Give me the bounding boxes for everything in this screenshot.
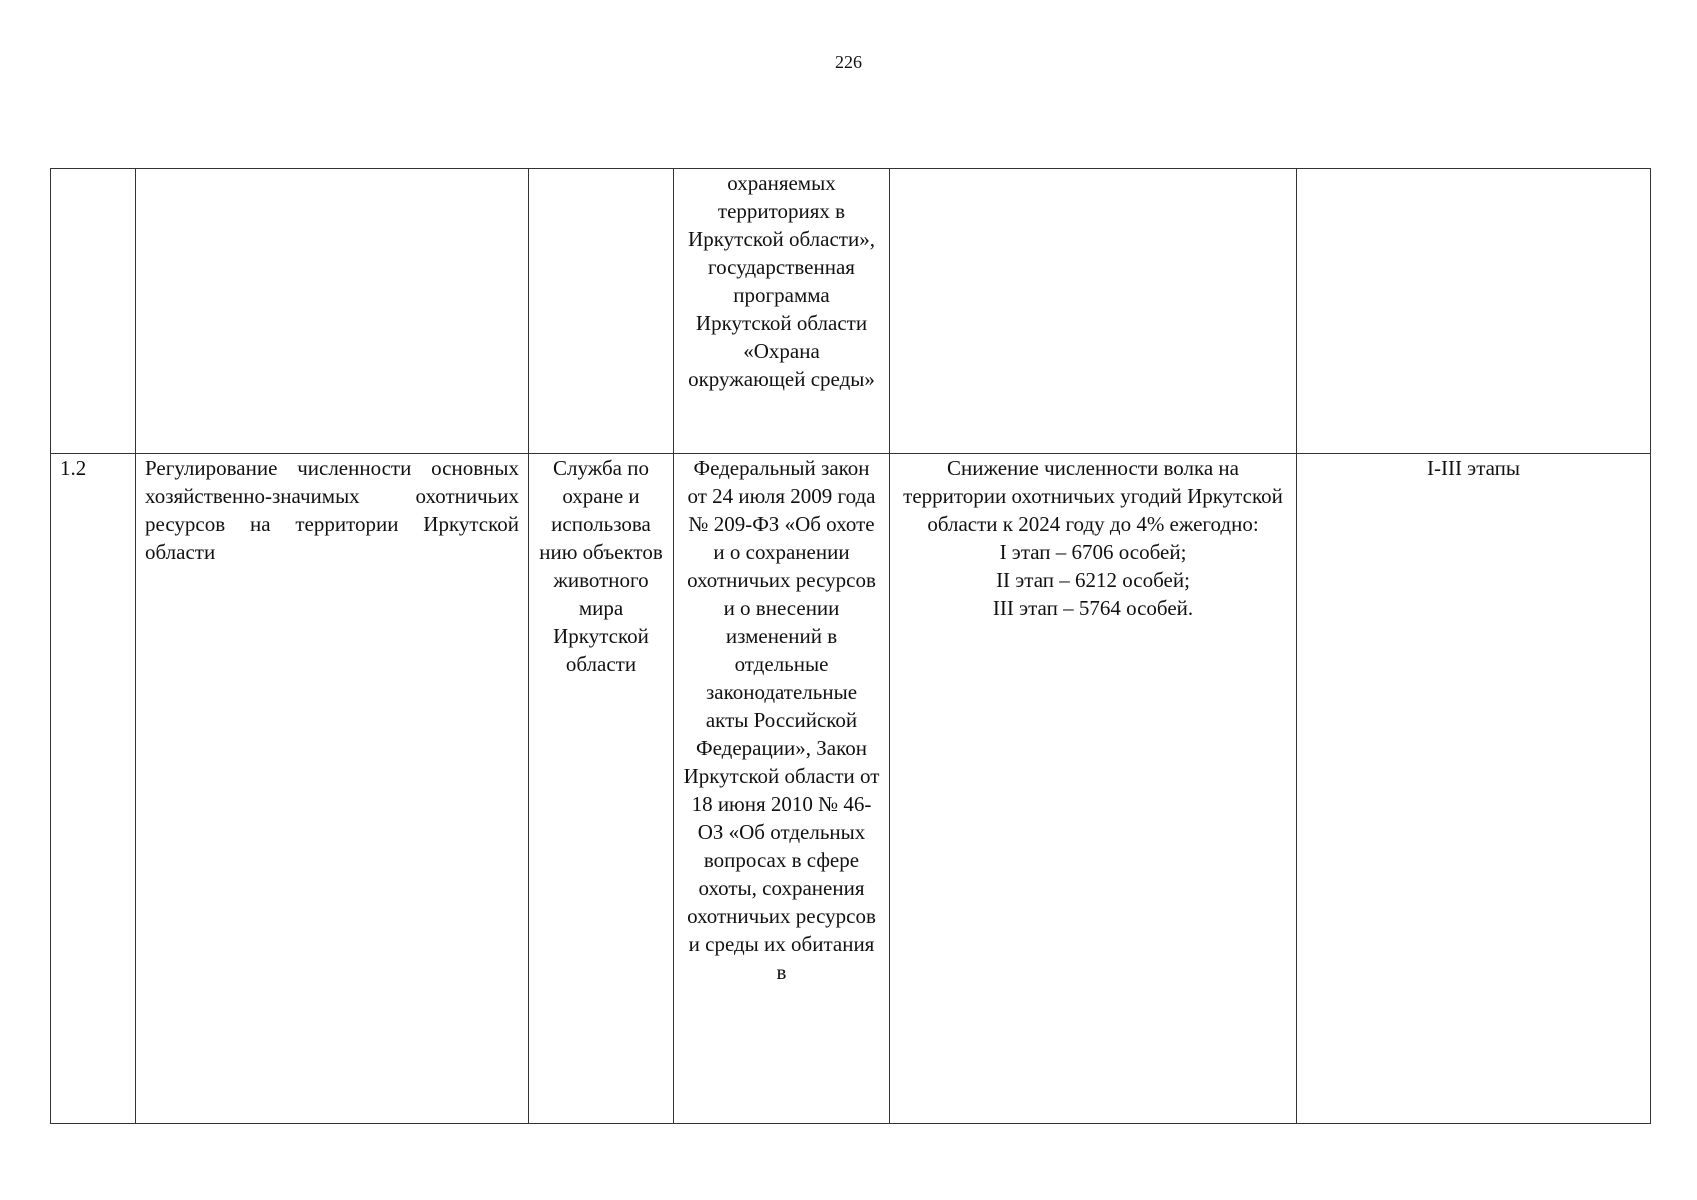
result-stage-3: III этап – 5764 особей. — [992, 596, 1194, 620]
page-number: 226 — [835, 52, 862, 72]
result-stage-2: II этап – 6212 особей; — [996, 568, 1190, 592]
table-row — [51, 454, 1651, 1124]
executor-cell — [529, 169, 674, 454]
result-stage-1: I этап – 6706 особей; — [999, 540, 1187, 564]
document-table — [50, 168, 1651, 1124]
result-intro: Снижение численности волка на территории охотничьих угодий Иркутской области к 2024 году до 4% ежегодно: — [903, 456, 1283, 536]
row-number-cell — [51, 169, 136, 454]
legal-basis-cell: охраняемых территориях в Иркутской области», государственная программа Иркутской области «Охрана окружающей среды» — [674, 169, 890, 454]
measure-name-cell: Регулирование численности основных хозяйственно-значимых охотничьих ресурсов на территории Иркутской области — [136, 454, 529, 1124]
expected-result-cell — [890, 454, 1297, 1124]
executor-cell: Служба по охране и использова нию объектов животного мира Иркутской области — [529, 454, 674, 1124]
measure-name-cell — [136, 169, 529, 454]
stage-cell — [1297, 169, 1651, 454]
stage-cell: I-III этапы — [1297, 454, 1651, 1124]
legal-basis-cell: Федеральный закон от 24 июля 2009 года № 209-ФЗ «Об охоте и о сохранении охотничьих ресурсов и о внесении изменений в отдельные законодательные акты Российской Федерации», Закон Иркутской области от 18 июня 2010 № 46-ОЗ «Об отдельных вопросах в сфере охоты, сохранения охотничьих ресурсов и среды их обитания в — [674, 454, 890, 1124]
expected-result-cell — [890, 169, 1297, 454]
table-row — [51, 169, 1651, 454]
row-number-cell: 1.2 — [51, 454, 136, 1124]
